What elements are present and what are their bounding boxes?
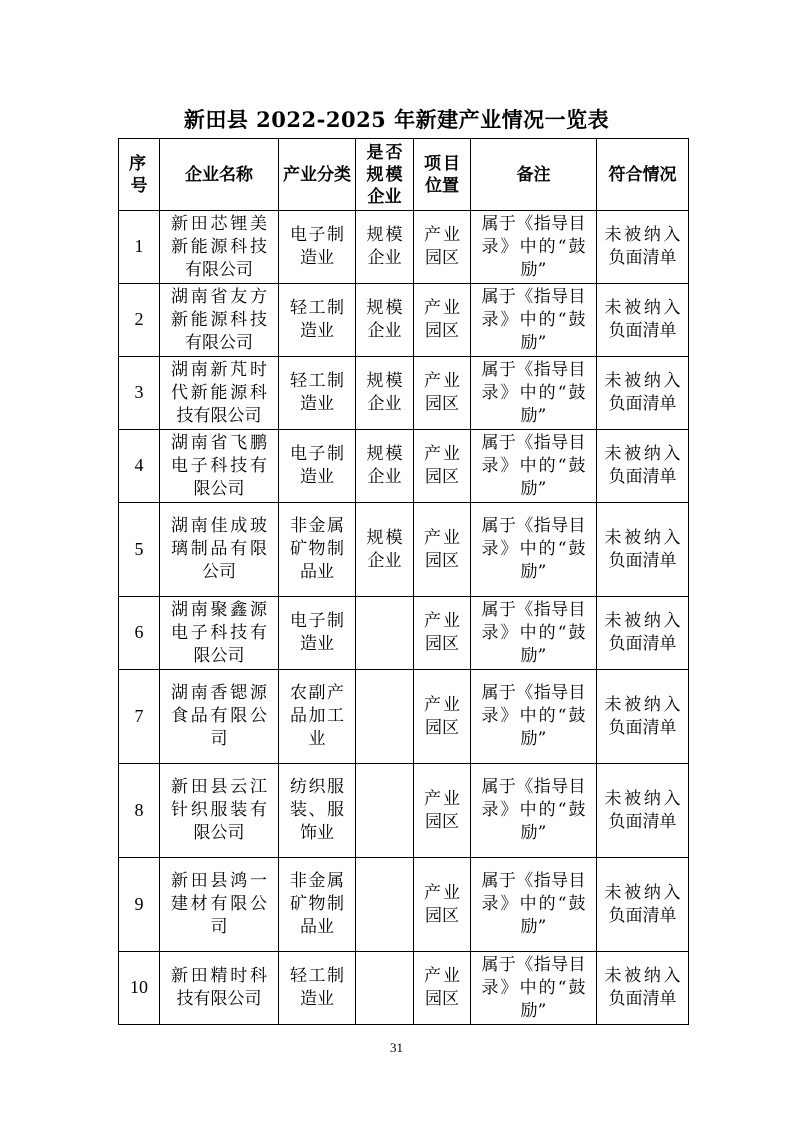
- cell-status: 未被纳入负面清单: [597, 430, 689, 503]
- cell-industry: 电子制造业: [279, 430, 356, 503]
- cell-location: 产业园区: [414, 211, 471, 284]
- header-location: 项目位置: [414, 139, 471, 211]
- cell-scale: [356, 952, 414, 1025]
- cell-status: 未被纳入负面清单: [597, 858, 689, 952]
- cell-location: 产业园区: [414, 764, 471, 858]
- cell-industry: 电子制造业: [279, 597, 356, 670]
- cell-industry: 非金属矿物制品业: [279, 503, 356, 597]
- cell-industry: 农副产品加工业: [279, 670, 356, 764]
- cell-industry: 非金属矿物制品业: [279, 858, 356, 952]
- cell-scale: 规模企业: [356, 211, 414, 284]
- header-note: 备注: [471, 139, 597, 211]
- header-row: [119, 139, 689, 211]
- cell-status: 未被纳入负面清单: [597, 284, 689, 357]
- cell-name: 新田县鸿一建材有限公司: [160, 858, 279, 952]
- cell-scale: 规模企业: [356, 357, 414, 430]
- header-industry: 产业分类: [279, 139, 356, 211]
- table-row: [119, 357, 689, 430]
- table-row: [119, 952, 689, 1025]
- cell-scale: [356, 670, 414, 764]
- cell-seq: 9: [119, 858, 160, 952]
- industry-table: [118, 138, 689, 1025]
- cell-scale: 规模企业: [356, 430, 414, 503]
- cell-seq: 5: [119, 503, 160, 597]
- cell-name: 新田精时科技有限公司: [160, 952, 279, 1025]
- table-row: [119, 430, 689, 503]
- table-row: [119, 284, 689, 357]
- cell-note: 属于《指导目录》中的“鼓励”: [471, 430, 597, 503]
- cell-location: 产业园区: [414, 284, 471, 357]
- cell-note: 属于《指导目录》中的“鼓励”: [471, 764, 597, 858]
- cell-name: 湖南香锶源食品有限公司: [160, 670, 279, 764]
- cell-industry: 纺织服装、服饰业: [279, 764, 356, 858]
- header-status: 符合情况: [597, 139, 689, 211]
- table-row: [119, 211, 689, 284]
- cell-name: 湖南新芃时代新能源科技有限公司: [160, 357, 279, 430]
- cell-status: 未被纳入负面清单: [597, 764, 689, 858]
- cell-note: 属于《指导目录》中的“鼓励”: [471, 503, 597, 597]
- cell-note: 属于《指导目录》中的“鼓励”: [471, 597, 597, 670]
- cell-location: 产业园区: [414, 952, 471, 1025]
- cell-industry: 电子制造业: [279, 211, 356, 284]
- cell-seq: 3: [119, 357, 160, 430]
- table-body: [119, 211, 689, 1025]
- cell-note: 属于《指导目录》中的“鼓励”: [471, 211, 597, 284]
- cell-scale: [356, 597, 414, 670]
- cell-name: 湖南聚鑫源电子科技有限公司: [160, 597, 279, 670]
- cell-status: 未被纳入负面清单: [597, 670, 689, 764]
- cell-status: 未被纳入负面清单: [597, 211, 689, 284]
- table-row: [119, 858, 689, 952]
- header-scale: 是否规模企业: [356, 139, 414, 211]
- header-seq: 序号: [119, 139, 160, 211]
- table-row: [119, 670, 689, 764]
- cell-scale: 规模企业: [356, 503, 414, 597]
- cell-status: 未被纳入负面清单: [597, 952, 689, 1025]
- cell-name: 新田县云江针织服装有限公司: [160, 764, 279, 858]
- cell-name: 湖南佳成玻璃制品有限公司: [160, 503, 279, 597]
- cell-location: 产业园区: [414, 858, 471, 952]
- cell-industry: 轻工制造业: [279, 952, 356, 1025]
- table-row: [119, 503, 689, 597]
- cell-location: 产业园区: [414, 430, 471, 503]
- cell-status: 未被纳入负面清单: [597, 503, 689, 597]
- cell-seq: 4: [119, 430, 160, 503]
- table-row: [119, 764, 689, 858]
- cell-location: 产业园区: [414, 670, 471, 764]
- page-number: 31: [390, 1040, 403, 1055]
- cell-note: 属于《指导目录》中的“鼓励”: [471, 357, 597, 430]
- cell-location: 产业园区: [414, 357, 471, 430]
- cell-seq: 8: [119, 764, 160, 858]
- cell-seq: 1: [119, 211, 160, 284]
- cell-seq: 10: [119, 952, 160, 1025]
- cell-note: 属于《指导目录》中的“鼓励”: [471, 858, 597, 952]
- cell-name: 新田芯锂美新能源科技有限公司: [160, 211, 279, 284]
- table-row: [119, 597, 689, 670]
- cell-note: 属于《指导目录》中的“鼓励”: [471, 284, 597, 357]
- cell-location: 产业园区: [414, 503, 471, 597]
- cell-seq: 2: [119, 284, 160, 357]
- cell-seq: 6: [119, 597, 160, 670]
- cell-scale: [356, 858, 414, 952]
- cell-note: 属于《指导目录》中的“鼓励”: [471, 670, 597, 764]
- cell-status: 未被纳入负面清单: [597, 357, 689, 430]
- page-title: 新田县 2022-2025 年新建产业情况一览表: [183, 107, 610, 132]
- cell-scale: [356, 764, 414, 858]
- cell-name: 湖南省友方新能源科技有限公司: [160, 284, 279, 357]
- cell-location: 产业园区: [414, 597, 471, 670]
- cell-status: 未被纳入负面清单: [597, 597, 689, 670]
- cell-note: 属于《指导目录》中的“鼓励”: [471, 952, 597, 1025]
- cell-seq: 7: [119, 670, 160, 764]
- cell-scale: 规模企业: [356, 284, 414, 357]
- cell-industry: 轻工制造业: [279, 357, 356, 430]
- cell-name: 湖南省飞鹏电子科技有限公司: [160, 430, 279, 503]
- cell-industry: 轻工制造业: [279, 284, 356, 357]
- header-name: 企业名称: [160, 139, 279, 211]
